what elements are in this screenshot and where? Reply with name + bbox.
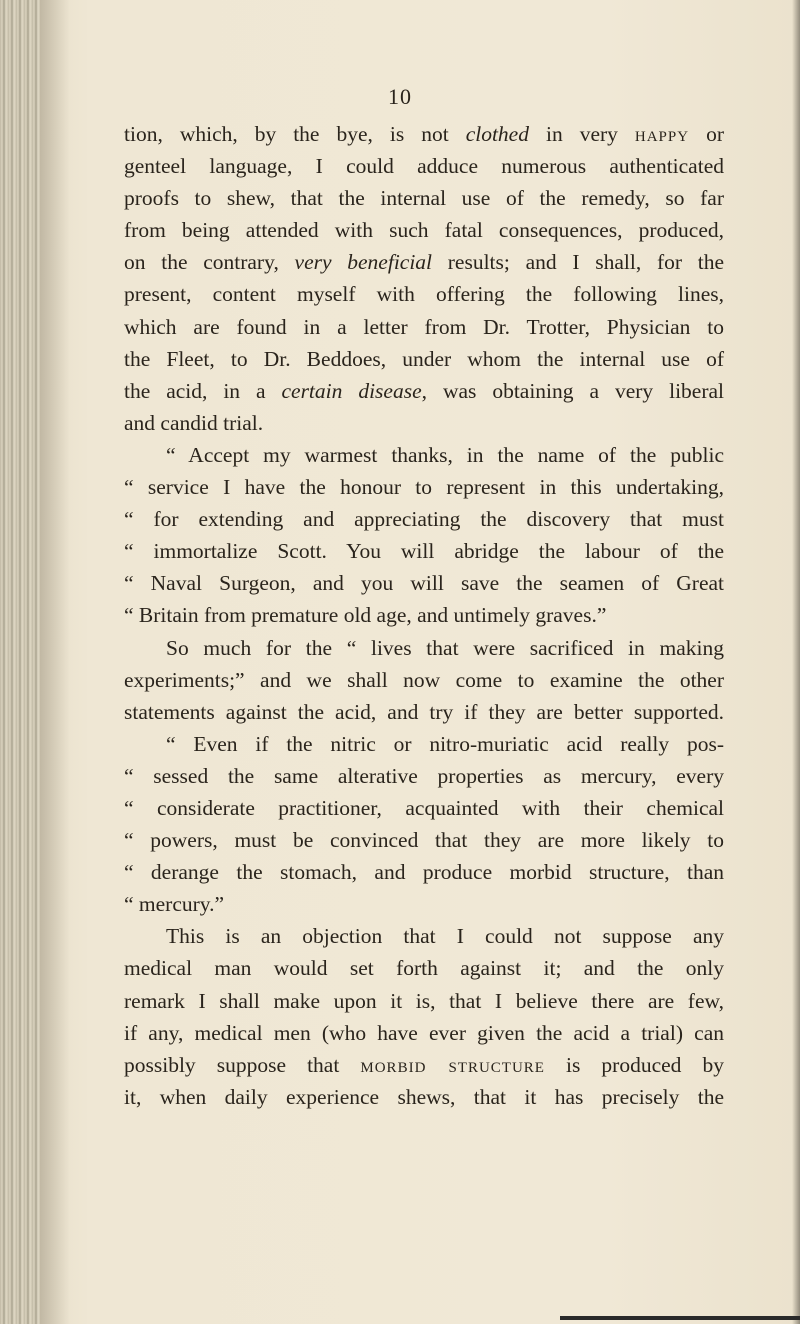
text-line: This is an objection that I could not suppose any <box>166 924 724 949</box>
quote-line: “ Even if the nitric or nitro-muriatic acid really pos- <box>166 731 724 756</box>
quote-line: “ powers, must be convinced that they are more likely to <box>124 828 724 853</box>
text-line: which are found in a letter from Dr. Trotter, Physician to <box>124 314 724 339</box>
book-binding-edge <box>0 0 40 1324</box>
text-line: tion, which, by the bye, is not clothed in very happy or <box>124 122 724 146</box>
text-line: and candid trial. <box>124 410 264 435</box>
text-line: proofs to shew, that the internal use of the remedy, so far <box>124 186 724 211</box>
italic-text: clothed <box>465 122 529 146</box>
text-line: remark I shall make upon it is, that I believe there are few, <box>124 988 724 1013</box>
quote-line: “ considerate practitioner, acquainted with their chemical <box>124 795 724 820</box>
quote-line: “ Britain from premature old age, and untimely graves.” <box>124 603 607 628</box>
quote-line: “ mercury.” <box>124 892 225 917</box>
text-line: experiments;” and we shall now come to examine the other <box>124 667 724 692</box>
text-line: the acid, in a certain disease, was obtaining a very liberal <box>124 378 725 403</box>
small-caps-text: happy <box>634 122 690 146</box>
quote-line: “ service I have the honour to represent in this undertaking, <box>124 475 724 500</box>
quote-line: “ sessed the same alterative properties as mercury, every <box>124 763 724 788</box>
text-line: present, content myself with offering the following lines, <box>124 282 724 307</box>
text-line: statements against the acid, and try if they are better supported. <box>124 699 724 724</box>
bottom-edge-rule <box>560 1316 800 1320</box>
small-caps-text: morbid structure <box>360 1052 545 1077</box>
quote-line: “ Naval Surgeon, and you will save the seamen of Great <box>124 571 724 596</box>
quote-line: “ derange the stomach, and produce morbid structure, than <box>124 860 724 885</box>
text-line: from being attended with such fatal consequences, produced, <box>124 218 724 243</box>
text-line: the Fleet, to Dr. Beddoes, under whom the internal use of <box>124 346 724 371</box>
text-line: medical man would set forth against it; and the only <box>124 956 724 981</box>
text-line: genteel language, I could adduce numerous authenticated <box>124 154 724 179</box>
page-number: 10 <box>388 84 412 109</box>
italic-text: certain disease <box>281 378 422 403</box>
quote-line: “ for extending and appreciating the discovery that must <box>124 507 724 532</box>
text-line: on the contrary, very beneficial results; and I shall, for the <box>124 250 724 275</box>
quote-line: “ immortalize Scott. You will abridge the labour of the <box>124 539 724 564</box>
text-line: So much for the “ lives that were sacrificed in making <box>166 635 724 660</box>
gutter-shadow <box>40 0 70 1324</box>
page-edge-shadow <box>792 0 800 1324</box>
quote-line: “ Accept my warmest thanks, in the name of the public <box>166 442 724 467</box>
text-line: if any, medical men (who have ever given the acid a trial) can <box>124 1020 724 1045</box>
text-line: it, when daily experience shews, that it has precisely the <box>124 1084 724 1109</box>
italic-text: very beneficial <box>294 250 433 275</box>
text-line: possibly suppose that morbid structure is produced by <box>124 1052 724 1077</box>
body-text <box>124 118 724 1113</box>
